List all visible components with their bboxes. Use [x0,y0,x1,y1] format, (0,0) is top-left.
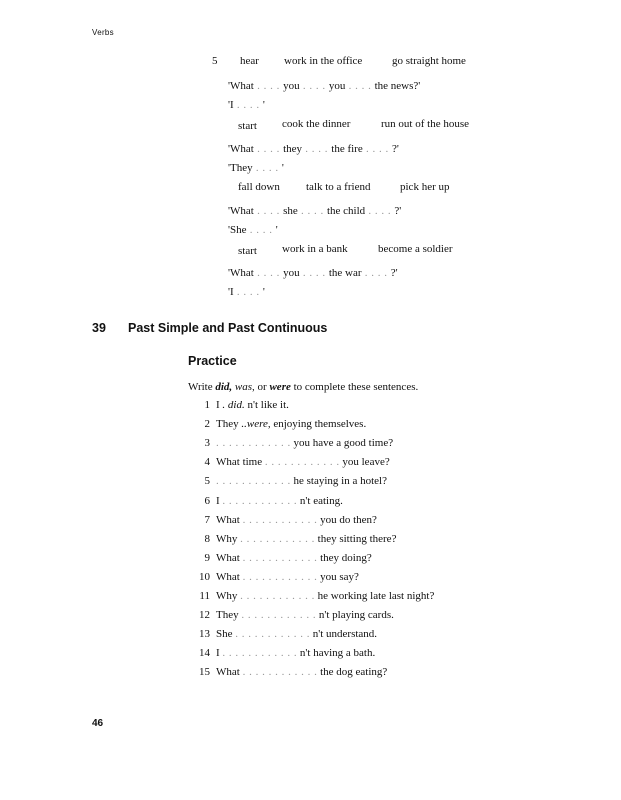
verb-option: fall down [238,181,280,193]
sentence-number: 7 [204,514,210,526]
sentence-item [196,418,366,430]
sentence-item [196,666,387,678]
answer-blank: . . . . . . . . . . . . [242,552,318,564]
sentence-end: the dog eating? [320,666,388,678]
sentence-start: They [216,609,239,621]
verb-option: pick her up [400,181,450,193]
sentence-item [196,571,359,583]
dialogue-question: 'What . . . . they . . . . the fire . . . . ?' [228,143,399,155]
dialogue-reply: 'She . . . . ' [228,224,278,236]
sentence-number: 11 [199,590,210,602]
answer-blank: . . . . . . . . . . . . [216,437,291,449]
example-answer: ..were, [241,418,271,430]
verb-option: become a soldier [378,243,453,255]
answer-blank: . . . . . . . . . . . . [241,609,317,621]
sentence-number: 5 [204,475,210,487]
sentence-item [196,609,394,621]
sentence-end: you say? [320,571,359,583]
sentence-end: you leave? [342,456,390,468]
sentence-item [196,399,289,411]
verb-option: go straight home [392,55,466,67]
sentence-number: 4 [204,456,210,468]
answer-blank: . . . . . . . . . . . . [242,514,318,526]
answer-blank: . . . . . . . . . . . . [216,475,291,487]
sentence-start: What time [216,456,263,468]
verb-option: start [238,245,257,257]
dialogue-question: 'What . . . . you . . . . the war . . . . ?' [228,267,398,279]
answer-blank: . . . . . . . . . . . . [242,666,318,678]
sentence-item [196,495,343,507]
dialogue-reply: 'I . . . . ' [228,99,265,111]
practice-heading: Practice [188,354,237,368]
answer-blank: . . . . . . . . . . . . [240,533,315,545]
sentence-item [196,475,387,487]
sentence-start: Why [216,590,238,602]
sentence-end: n't having a bath. [299,647,376,659]
sentence-end: n't understand. [312,628,378,640]
sentence-number: 3 [204,437,210,449]
section-title: Past Simple and Past Continuous [128,321,328,335]
verb-option: run out of the house [381,118,469,130]
sentence-start: They [216,418,239,430]
answer-blank: . . . . . . . . . . . . [222,495,298,507]
sentence-end: n't like it. [247,399,289,411]
sentence-item [196,647,375,659]
dialogue-question: 'What . . . . she . . . . the child . . . . ?' [228,205,402,217]
sentence-item [196,590,434,602]
sentence-end: enjoying themselves. [273,418,367,430]
sentence-end: you do then? [320,514,377,526]
sentence-start: What [216,571,240,583]
answer-blank: . . . . . . . . . . . . [235,628,310,640]
sentence-end: he staying in a hotel? [293,475,387,487]
sentence-number: 15 [199,666,210,678]
sentence-number: 1 [204,399,210,411]
sentence-start: Why [216,533,238,545]
sentence-number: 10 [199,571,210,583]
sentence-item [196,628,377,640]
sentence-start: What [216,552,240,564]
verb-option: work in the office [284,55,363,67]
answer-blank: . . . . . . . . . . . . [240,590,315,602]
sentence-start: She [216,628,233,640]
verb-option: talk to a friend [306,181,371,193]
sentence-number: 6 [204,495,210,507]
dialogue-reply: 'I . . . . ' [228,286,265,298]
sentence-start: What [216,666,240,678]
answer-blank: . . . . . . . . . . . . [222,647,298,659]
sentence-number: 12 [199,609,210,621]
sentence-start: What [216,514,240,526]
sentence-item [196,552,372,564]
running-header: Verbs [92,28,114,37]
verb-option: start [238,120,257,132]
verb-option: cook the dinner [282,118,351,130]
dialogue-question: 'What . . . . you . . . . you . . . . the news?' [228,80,421,92]
sentence-end: you have a good time? [293,437,394,449]
dialogue-reply: 'They . . . . ' [228,162,284,174]
sentence-end: they sitting there? [317,533,397,545]
verb-option: hear [240,55,259,67]
sentence-start: I [216,647,220,659]
sentence-number: 8 [204,533,210,545]
sentence-end: he working late last night? [317,590,435,602]
sentence-end: n't playing cards. [318,609,394,621]
sentence-end: they doing? [320,552,372,564]
sentence-number: 13 [199,628,210,640]
sentence-number: 14 [199,647,210,659]
section-number: 39 [92,321,106,335]
page-number: 46 [92,718,104,729]
exercise-item-number: 5 [212,55,218,67]
sentence-number: 2 [204,418,210,430]
verb-option: work in a bank [282,243,348,255]
answer-blank: . . . . . . . . . . . . [242,571,318,583]
sentence-item [196,437,393,449]
sentence-number: 9 [204,552,210,564]
sentence-start: I [216,495,220,507]
sentence-item [196,456,390,468]
sentence-item [196,533,396,545]
instruction: Write did, was, or were to complete these sentences. [188,381,419,393]
example-answer: . did. [222,399,245,411]
sentence-item [196,514,377,526]
sentence-end: n't eating. [299,495,343,507]
answer-blank: . . . . . . . . . . . . [264,456,340,468]
sentence-start: I [216,399,220,411]
